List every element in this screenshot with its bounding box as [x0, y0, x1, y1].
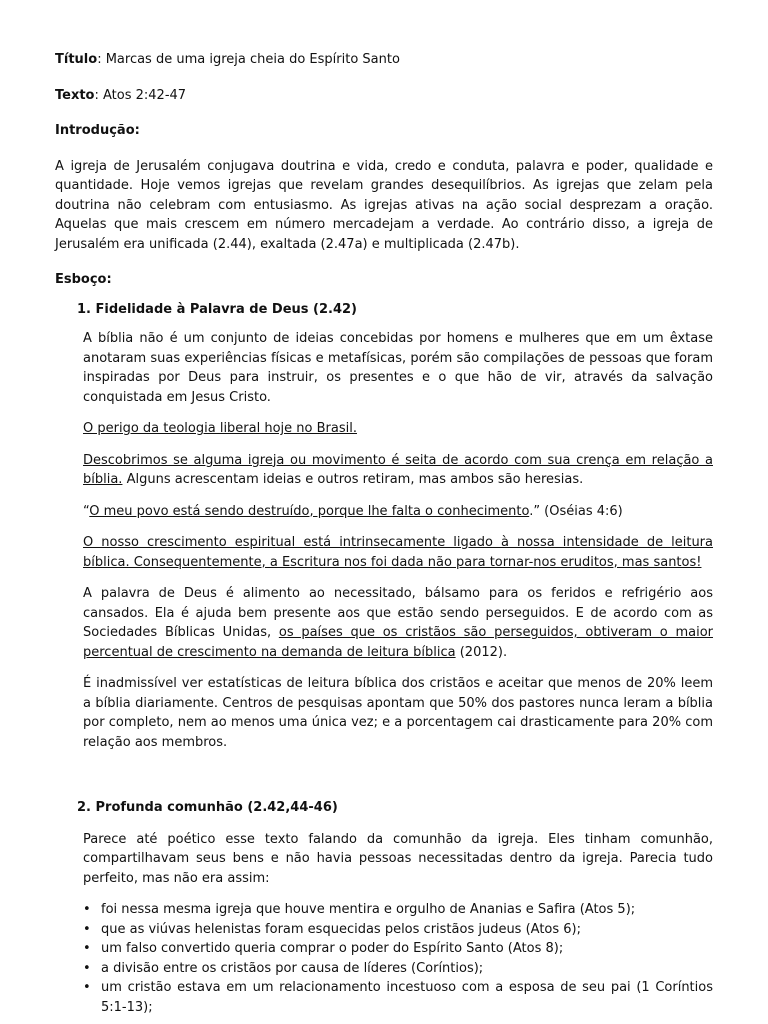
section1-p6-start: A palavra de Deus é alimento ao necessitado, bálsamo para os feridos e refrigério aos cansados. Ela é ajuda bem presente aos que estão sendo perseguidos. E de acordo com as Sociedades Bíblicas Unidas,	[83, 586, 713, 640]
list-item-text: que as viúvas helenistas foram esquecidas pelos cristãos judeus (Atos 6);	[101, 921, 582, 937]
list-item	[83, 939, 713, 959]
bullet-icon: •	[83, 902, 91, 917]
text-value: : Atos 2:42-47	[94, 87, 187, 103]
section1-heading: 1. Fidelidade à Palavra de Deus (2.42)	[77, 301, 358, 317]
title-label: Título	[55, 52, 98, 67]
list-item-text: a divisão entre os cristãos por causa de líderes (Coríntios);	[101, 960, 484, 976]
title-line	[55, 50, 713, 70]
list-item	[83, 959, 713, 979]
document-page	[55, 50, 713, 1017]
intro-heading: Introdução:	[55, 123, 140, 138]
list-item	[83, 900, 713, 920]
list-item-text: um cristão estava em um relacionamento incestuoso com a esposa de seu pai (1 Coríntios 5:1-13);	[101, 980, 713, 1015]
section1-p4-open-quote: “	[83, 503, 90, 519]
section1-paragraph-5: O nosso crescimento espiritual está intrinsecamente ligado à nossa intensidade de leitura bíblica. Consequentemente, a Escritura nos foi dada não para tornar-nos eruditos, mas santos!	[83, 535, 713, 570]
list-item-text: um falso convertido queria comprar o poder do Espírito Santo (Atos 8);	[101, 941, 564, 956]
section2-bullet-list	[83, 900, 713, 1017]
text-label: Texto	[55, 87, 95, 103]
intro-paragraph: A igreja de Jerusalém conjugava doutrina e vida, credo e conduta, palavra e poder, qualidade e quantidade. Hoje vemos igrejas que revelam grandes desequilíbrios. As igrejas que zelam pela doutrina não celebram com entusiasmo. As igrejas ativas na ação social desprezam a oração. Aquelas que mais crescem em número mercadejam a verdade. Ao contrário disso, a igreja de Jerusalém era unificada (2.44), exaltada (2.47a) e multiplicada (2.47b).	[55, 158, 713, 252]
section1-p4-rest: .” (Oséias 4:6)	[529, 503, 623, 519]
bullet-icon: •	[83, 941, 91, 956]
bullet-icon: •	[83, 980, 91, 995]
text-reference-line	[55, 86, 713, 106]
section1-body	[83, 329, 713, 752]
section1-p4-underlined: O meu povo está sendo destruído, porque lhe falta o conhecimento	[89, 503, 530, 519]
bullet-icon: •	[83, 921, 91, 937]
section1-paragraph-6	[83, 584, 713, 662]
title-value: : Marcas de uma igreja cheia do Espírito Santo	[97, 52, 400, 67]
section2-body	[83, 830, 713, 889]
section1-paragraph-1: A bíblia não é um conjunto de ideias concebidas por homens e mulheres que em um êxtase anotaram suas experiências físicas e metafísicas, porém são compilações de pessoas que foram inspiradas por Deus para instruir, os presentes e o que hão de vir, através da salvação conquistada em Jesus Cristo.	[83, 331, 713, 405]
section1-p3-rest: Alguns acrescentam ideias e outros retiram, mas ambos são heresias.	[126, 472, 584, 487]
section2-heading: 2. Profunda comunhão (2.42,44-46)	[77, 800, 338, 815]
outline-heading: Esboço:	[55, 272, 112, 287]
section1-p6-end: (2012).	[455, 644, 508, 660]
section1-paragraph-4	[83, 502, 713, 522]
bullet-icon: •	[83, 960, 91, 976]
section1-p6-underlined: os países que os cristãos são perseguidos, obtiveram o maior percentual de crescimento na demanda de leitura bíblica	[83, 625, 713, 660]
section1-paragraph-2: O perigo da teologia liberal hoje no Brasil.	[83, 421, 357, 436]
section1-paragraph-7: É inadmissível ver estatísticas de leitura bíblica dos cristãos e aceitar que menos de 20% leem a bíblia diariamente. Centros de pesquisas apontam que 50% dos pastores nunca leram a bíblia por completo, nem ao menos uma única vez; e a porcentagem cai drasticamente para 20% com relação aos membros.	[83, 676, 713, 750]
section1-p3-underlined: Descobrimos se alguma igreja ou movimento é seita de acordo com sua crença em relação a bíblia.	[83, 452, 713, 487]
list-item	[83, 920, 713, 940]
list-item-text: foi nessa mesma igreja que houve mentira e orgulho de Ananias e Safira (Atos 5);	[101, 902, 636, 917]
section2-paragraph-1: Parece até poético esse texto falando da comunhão da igreja. Eles tinham comunhão, compartilhavam seus bens e não havia pessoas necessitadas dentro da igreja. Parecia tudo perfeito, mas não era assim:	[83, 831, 713, 886]
list-item	[83, 978, 713, 1017]
section1-paragraph-3	[83, 451, 713, 490]
